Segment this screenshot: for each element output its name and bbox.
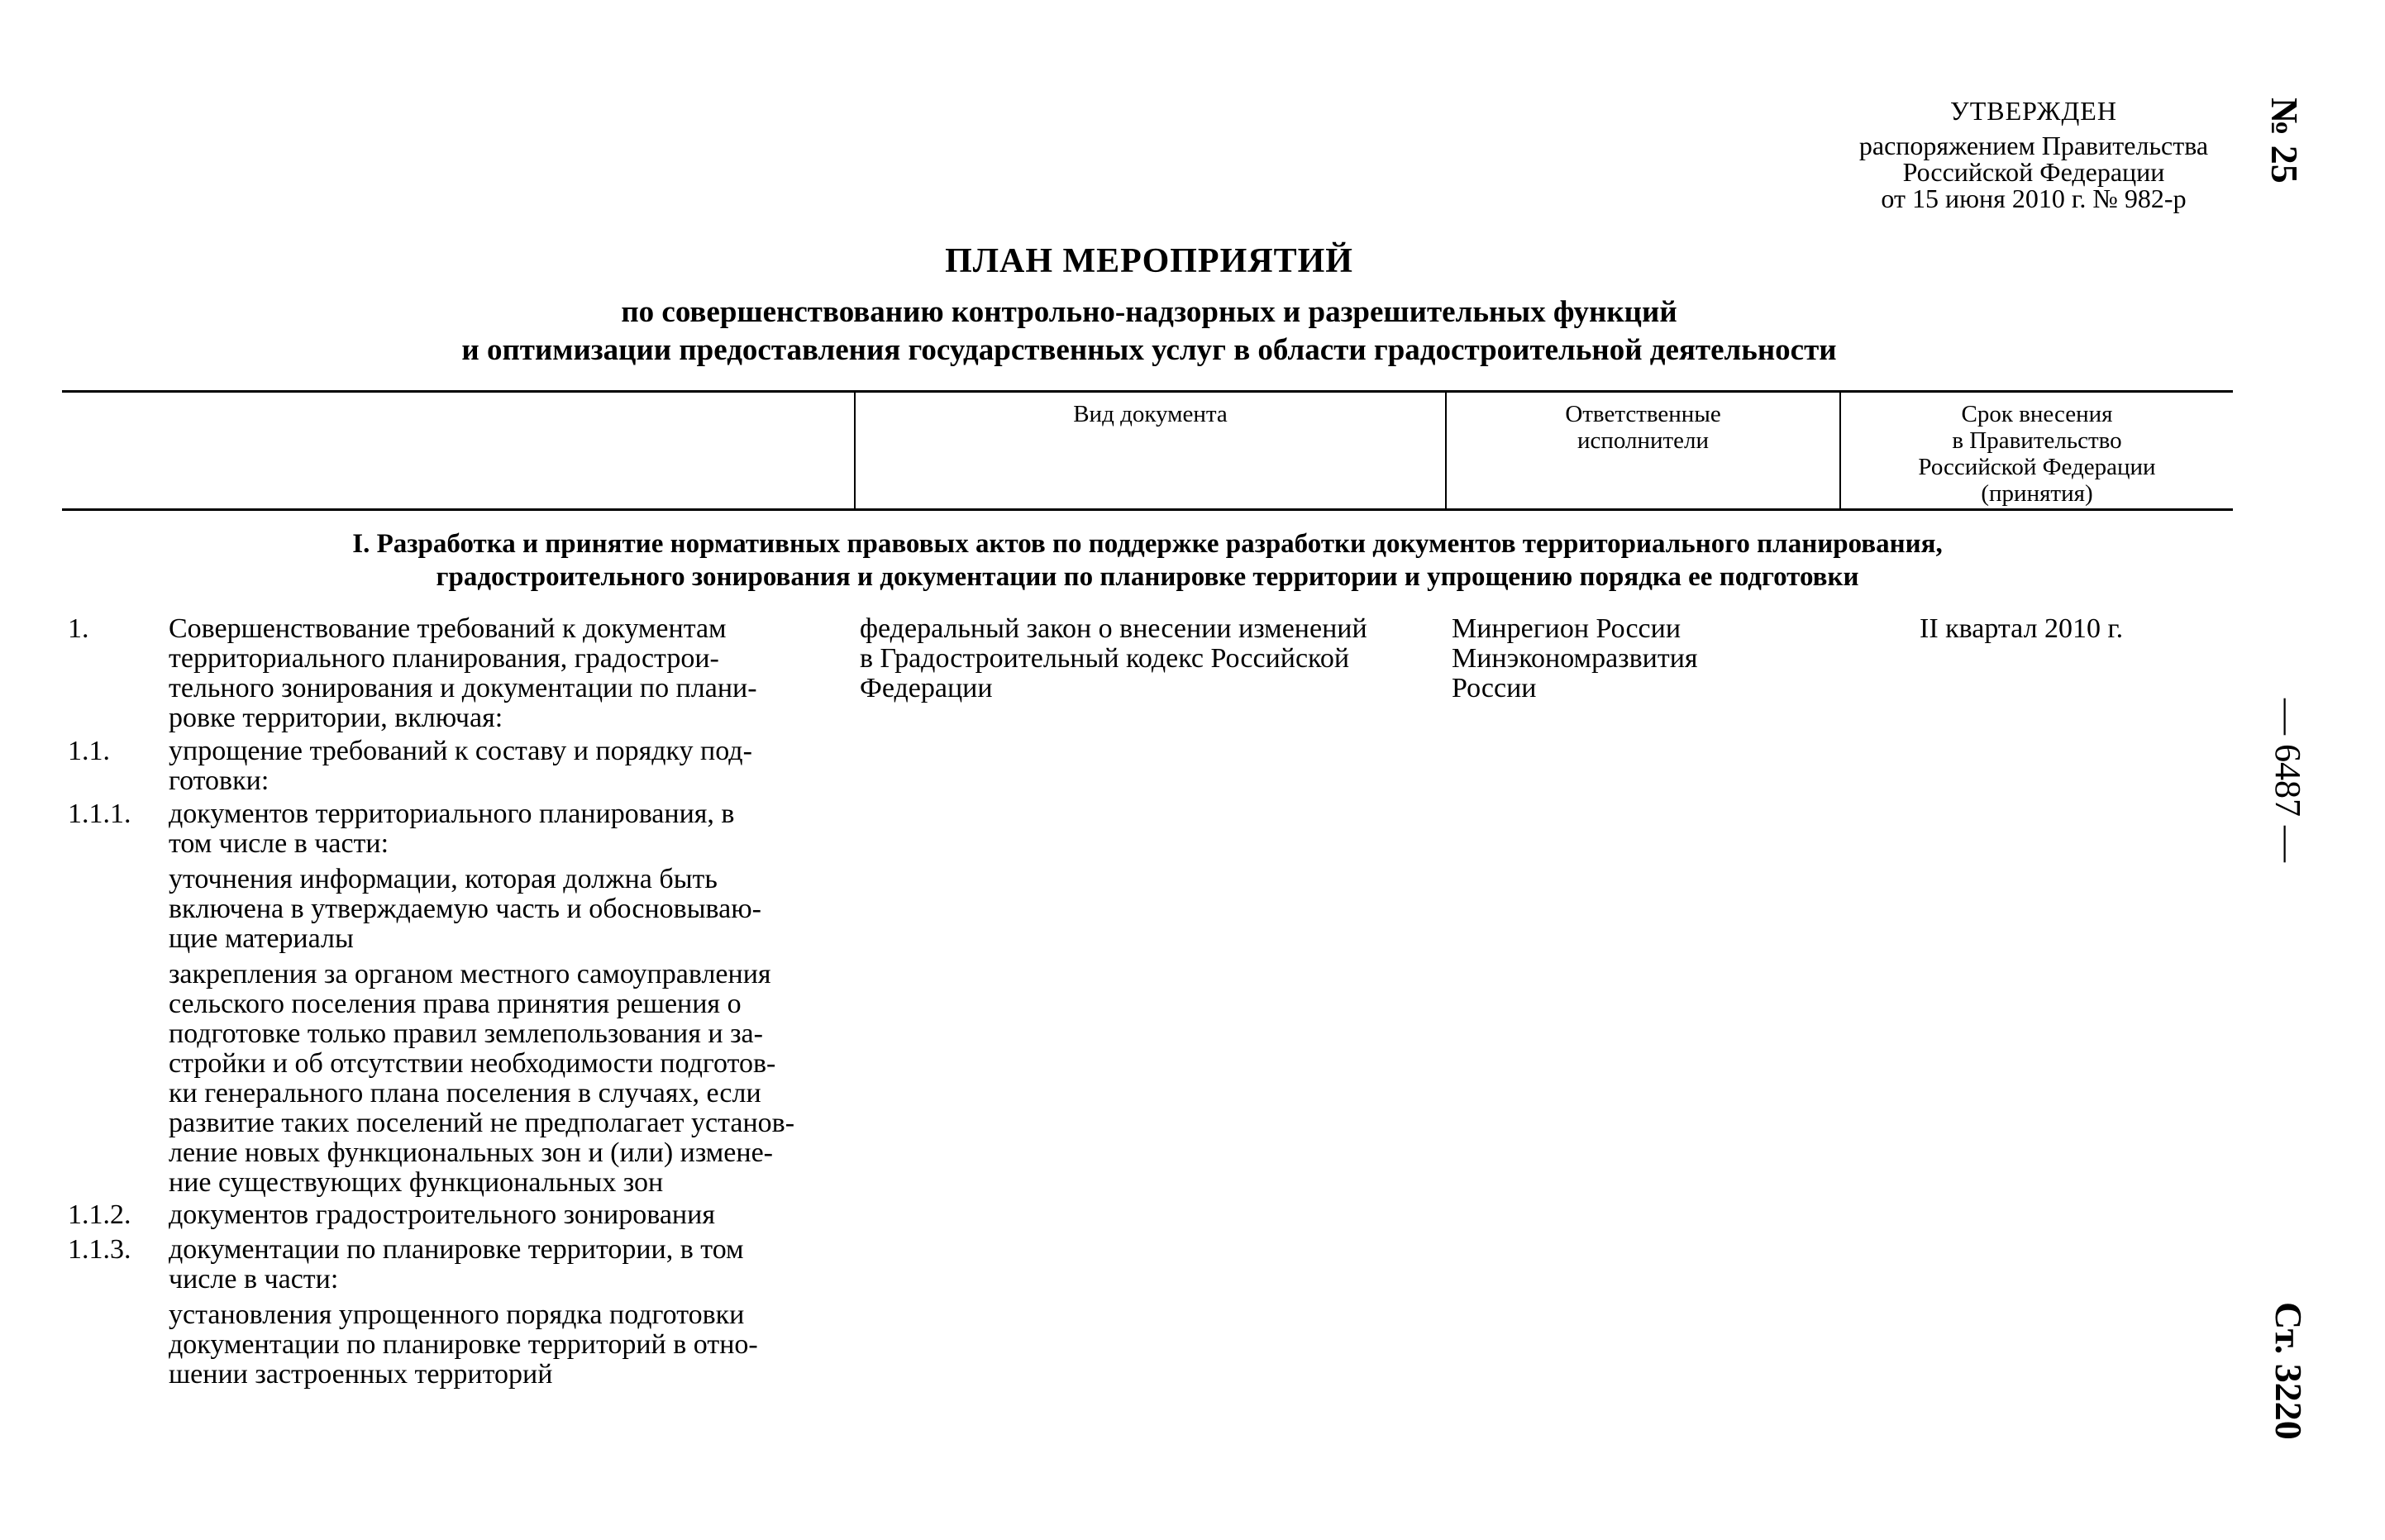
header-text: в Правительство xyxy=(1952,427,2122,454)
text-line: уточнения информации, которая должна быть xyxy=(169,864,718,894)
text-line: включена в утверждаемую часть и обосновываю- xyxy=(169,894,761,924)
doc-type-cell xyxy=(860,614,1422,703)
responsible-cell xyxy=(1452,614,1807,703)
table-header xyxy=(62,390,2233,511)
text-line: документов градостроительного зонирования xyxy=(169,1199,715,1230)
text-line: подготовке только правил землепользования и за- xyxy=(169,1018,763,1049)
approval-title: УТВЕРЖДЕН xyxy=(1950,96,2117,126)
text-line: документации по планировке территории, в том xyxy=(169,1234,744,1265)
text-line: территориального планирования, градострои- xyxy=(169,643,719,674)
row-number: 1.1.3. xyxy=(68,1234,131,1265)
text-line: Минэкономразвития xyxy=(1452,643,1698,674)
section-heading xyxy=(62,527,2233,594)
text-line: Совершенствование требований к документам xyxy=(169,613,727,644)
text-line: развитие таких поселений не предполагает установ- xyxy=(169,1108,795,1138)
header-text: Срок внесения xyxy=(1961,401,2113,427)
section-line: I. Разработка и принятие нормативных правовых актов по поддержке разработки документов территориального планирования, xyxy=(352,529,1943,559)
text-line: стройки и об отсутствии необходимости подготов- xyxy=(169,1048,776,1079)
text-line: готовки: xyxy=(169,765,270,796)
row-number: 1.1.1. xyxy=(68,799,131,829)
text-line: тельного зонирования и документации по плани- xyxy=(169,673,757,703)
header-text: Вид документа xyxy=(1073,401,1228,427)
text-line: ровке территории, включая: xyxy=(169,703,503,733)
row-text xyxy=(169,799,828,859)
approval-stamp xyxy=(1802,98,2265,212)
row-number: 1.1.2. xyxy=(68,1199,131,1230)
header-responsible xyxy=(1445,393,1839,508)
text-line: сельского поселения права принятия решения о xyxy=(169,989,742,1019)
text-line: упрощение требований к составу и порядку под- xyxy=(169,736,752,766)
row-number: 1.1. xyxy=(68,736,110,766)
approval-line: распоряжением Правительства xyxy=(1858,131,2209,160)
text-line: федеральный закон о внесении изменений xyxy=(860,613,1367,644)
text-line: ление новых функциональных зон и (или) измене- xyxy=(169,1137,773,1168)
row-text xyxy=(169,737,828,796)
text-line: шении застроенных территорий xyxy=(169,1359,553,1390)
text-line: документации по планировке территорий в отно- xyxy=(169,1329,758,1360)
header-text: Российской Федерации xyxy=(1918,454,2156,480)
text-line: России xyxy=(1452,673,1537,703)
document-subtitle xyxy=(0,293,2298,370)
subtitle-line: и оптимизации предоставления государственных услуг в области градостроительной деятельности xyxy=(461,333,1837,367)
page-number: — 6487 — xyxy=(2268,698,2308,862)
issue-number: № 25 xyxy=(2263,98,2306,184)
header-text: Ответственные xyxy=(1565,401,1721,427)
text-line: ние существующих функциональных зон xyxy=(169,1167,664,1198)
row-text xyxy=(169,960,828,1198)
row-text xyxy=(169,1235,828,1294)
text-line: щие материалы xyxy=(169,923,354,954)
row-number: 1. xyxy=(68,613,89,644)
approval-line: Российской Федерации xyxy=(1902,157,2165,187)
subtitle-line: по совершенствованию контрольно-надзорных и разрешительных функций xyxy=(621,295,1677,329)
row-text xyxy=(169,614,828,733)
text-line: установления упрощенного порядка подготовки xyxy=(169,1299,745,1330)
header-term xyxy=(1839,393,2233,508)
text-line: в Градостроительный кодекс Российской xyxy=(860,643,1350,674)
header-text: исполнители xyxy=(1576,427,1710,454)
row-text xyxy=(169,865,828,954)
text-line: закрепления за органом местного самоуправления xyxy=(169,959,771,989)
document-title: ПЛАН МЕРОПРИЯТИЙ xyxy=(945,242,1353,280)
term-cell: II квартал 2010 г. xyxy=(1920,613,2124,644)
text-line: ки генерального плана поселения в случаях, если xyxy=(169,1078,761,1109)
text-line: Федерации xyxy=(860,673,993,703)
row-text xyxy=(169,1300,828,1390)
text-line: документов территориального планирования, в xyxy=(169,799,735,829)
row-text xyxy=(169,1200,828,1230)
approval-line: от 15 июня 2010 г. № 982-р xyxy=(1881,184,2187,213)
section-line: градостроительного зонирования и документации по планировке территории и упрощению порядка ее подготовки xyxy=(436,562,1859,592)
text-line: Минрегион России xyxy=(1452,613,1681,644)
text-line: числе в части: xyxy=(169,1264,339,1294)
article-number: Ст. 3220 xyxy=(2268,1302,2310,1440)
text-line: том числе в части: xyxy=(169,828,389,859)
header-text: (принятия) xyxy=(1981,480,2093,507)
header-doc-type xyxy=(854,393,1445,508)
